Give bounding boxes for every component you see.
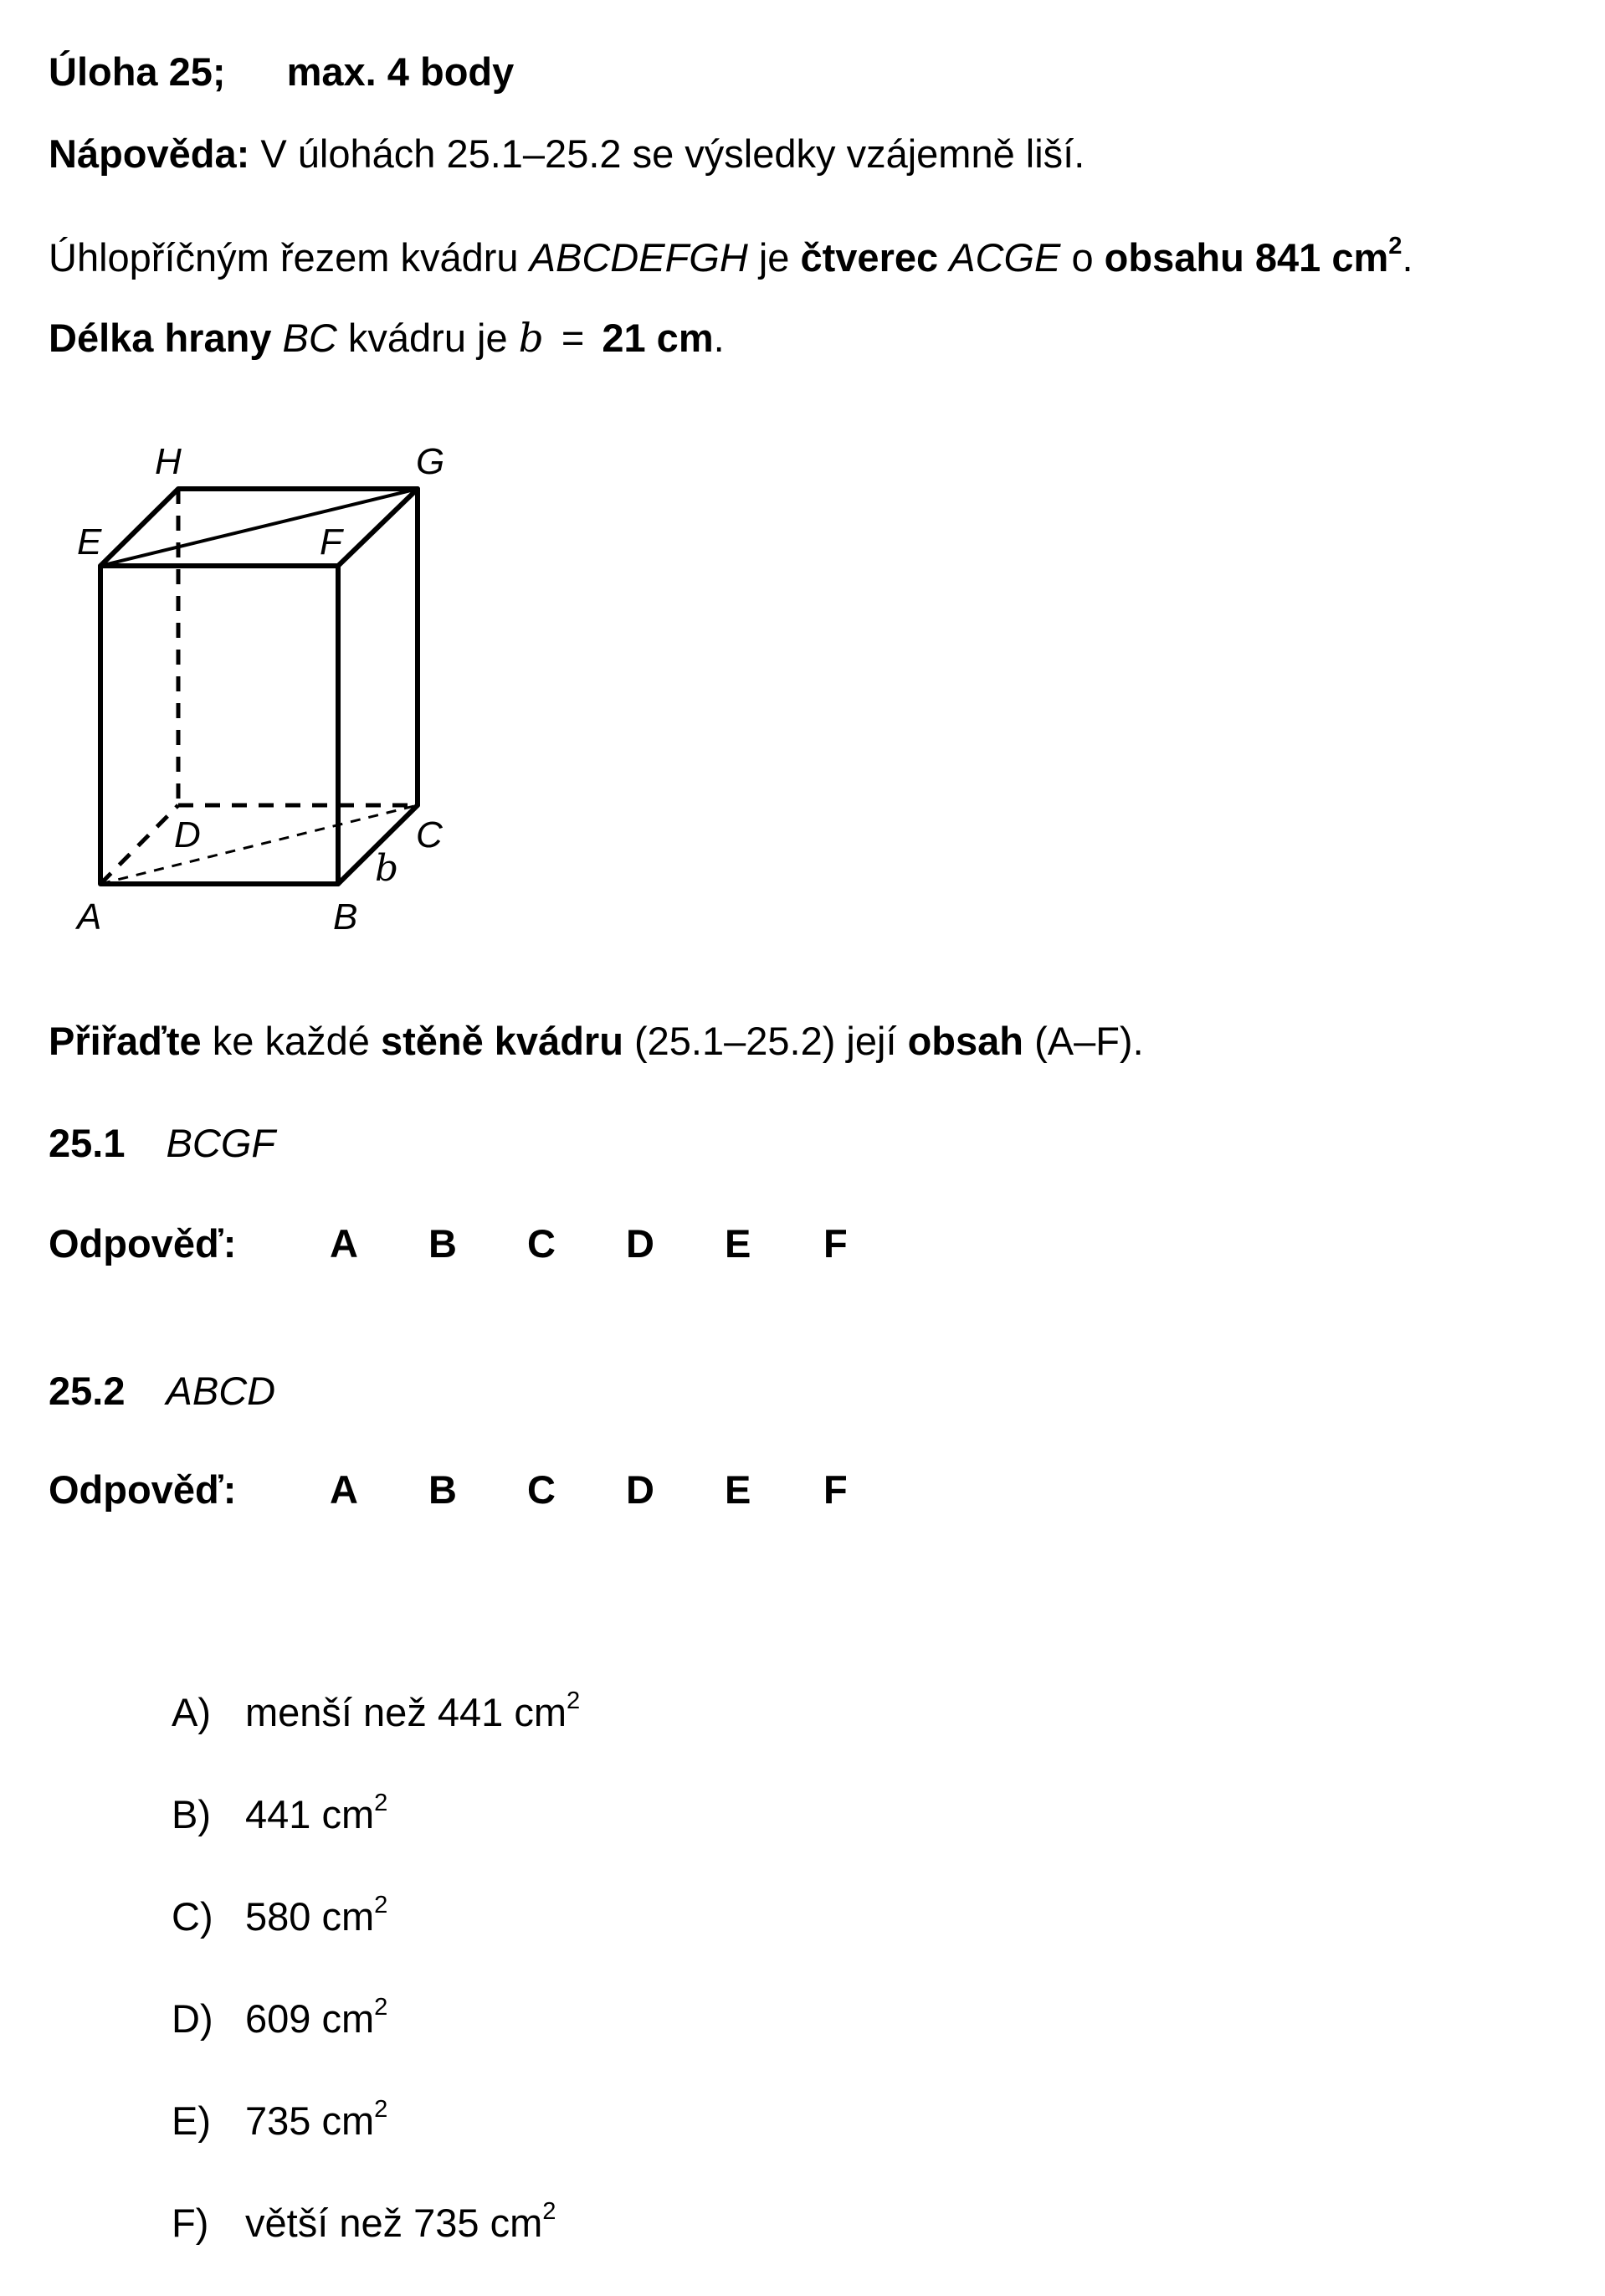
period: .	[713, 316, 725, 360]
cuboid-diagram	[0, 0, 586, 963]
label-D: D	[174, 814, 201, 855]
question-face: ABCD	[166, 1369, 276, 1413]
superscript: 2	[1388, 233, 1402, 260]
label-H: H	[155, 441, 182, 482]
answer-option-E[interactable]: E	[725, 1221, 751, 1266]
question-face: BCGF	[166, 1121, 276, 1165]
answer-row-25-2	[49, 1466, 922, 1513]
task-number: Úloha 25;	[49, 49, 226, 94]
front-face	[100, 566, 338, 884]
answer-option-D[interactable]: D	[626, 1221, 654, 1266]
question-25-2	[49, 1368, 275, 1415]
hidden-edge-AD	[100, 805, 178, 884]
instruction-face: stěně kvádru	[380, 1019, 623, 1063]
answer-row-25-1	[49, 1220, 922, 1267]
label-E: E	[77, 521, 102, 562]
cuboid-name: ABCDEFGH	[529, 235, 748, 280]
superscript: 2	[567, 1687, 581, 1715]
superscript: 2	[374, 1994, 388, 2021]
choice-C	[172, 1893, 387, 1940]
superscript: 2	[374, 1892, 388, 1919]
instruction-area: obsah	[907, 1019, 1024, 1063]
label-b: b	[375, 847, 399, 890]
instruction-text: ke každé	[212, 1019, 370, 1063]
instruction-verb: Přiřaďte	[49, 1019, 202, 1063]
answer-option-C[interactable]: C	[527, 1221, 556, 1266]
equals-sign: =	[561, 316, 585, 360]
edge-length-value: 21 cm	[602, 316, 714, 360]
instruction	[49, 1018, 1144, 1065]
task-points: max. 4 body	[286, 49, 515, 94]
label-B: B	[333, 896, 358, 937]
label-F: F	[320, 521, 342, 562]
answer-option-F[interactable]: F	[823, 1221, 848, 1266]
statement-text: kvádru je	[347, 316, 508, 360]
question-25-1	[49, 1120, 275, 1167]
diagonal-EG	[100, 489, 418, 566]
superscript: 2	[374, 2096, 388, 2124]
choice-B	[172, 1791, 387, 1838]
instruction-text: (A–F).	[1034, 1019, 1144, 1063]
statement-text: o	[1071, 235, 1094, 280]
answer-option-F[interactable]: F	[823, 1467, 848, 1512]
answer-option-D[interactable]: D	[626, 1467, 654, 1512]
choice-text: menší než 441 cm	[245, 1690, 567, 1734]
answer-option-E[interactable]: E	[725, 1467, 751, 1512]
choice-text: větší než 735 cm	[245, 2201, 543, 2245]
variable-b: b	[518, 316, 544, 362]
choice-letter: C)	[172, 1894, 213, 1939]
answer-option-A[interactable]: A	[330, 1221, 358, 1266]
edge-name: BC	[282, 316, 337, 360]
statement-text: je	[758, 235, 790, 280]
label-G: G	[416, 441, 445, 482]
instruction-text: (25.1–25.2) její	[633, 1019, 897, 1063]
question-number: 25.2	[49, 1369, 126, 1413]
section-area: obsahu 841 cm	[1104, 235, 1389, 280]
choice-letter: A)	[172, 1690, 211, 1734]
label-A: A	[77, 896, 102, 937]
choice-letter: F)	[172, 2201, 209, 2245]
answer-option-A[interactable]: A	[330, 1467, 358, 1512]
label-C: C	[416, 814, 443, 855]
choice-F	[172, 2200, 556, 2247]
answer-option-B[interactable]: B	[428, 1221, 457, 1266]
hint-label: Nápověda:	[49, 131, 250, 176]
choice-D	[172, 1996, 387, 2042]
choice-letter: E)	[172, 2098, 211, 2143]
square-term: čtverec	[800, 235, 939, 280]
section-name: ACGE	[949, 235, 1061, 280]
question-number: 25.1	[49, 1121, 126, 1165]
choice-text: 580 cm	[245, 1894, 375, 1939]
choice-letter: B)	[172, 1792, 211, 1836]
superscript: 2	[374, 1790, 388, 1817]
choice-letter: D)	[172, 1996, 213, 2041]
answer-label: Odpověď:	[49, 1221, 237, 1266]
statement-text: Úhlopříčným řezem kvádru	[49, 235, 519, 280]
answer-label: Odpověď:	[49, 1467, 237, 1512]
choice-text: 609 cm	[245, 1996, 375, 2041]
answer-option-B[interactable]: B	[428, 1467, 457, 1512]
period: .	[1402, 235, 1413, 280]
choice-text: 441 cm	[245, 1792, 375, 1836]
hidden-diagonal-AC	[100, 805, 418, 884]
answer-option-C[interactable]: C	[527, 1467, 556, 1512]
edge-length-term: Délka hrany	[49, 316, 272, 360]
choice-E	[172, 2098, 387, 2144]
hint-text: V úlohách 25.1–25.2 se výsledky vzájemně liší.	[260, 131, 1085, 176]
superscript: 2	[542, 2198, 556, 2226]
choice-A	[172, 1689, 580, 1736]
choice-text: 735 cm	[245, 2098, 375, 2143]
